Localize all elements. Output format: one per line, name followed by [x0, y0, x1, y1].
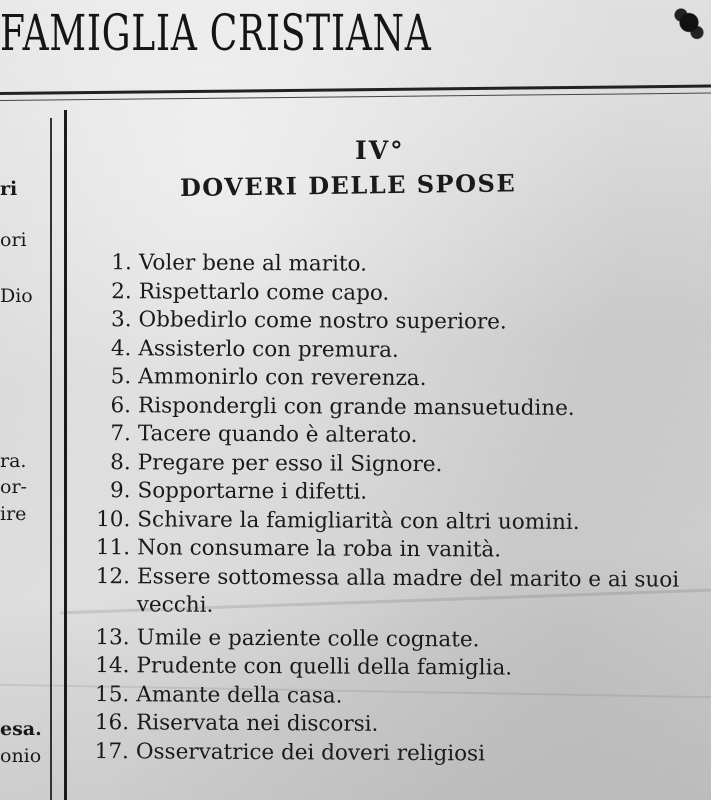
- list-item: [85, 737, 705, 769]
- item-number: 5.: [110, 364, 132, 390]
- column-rule: [50, 118, 52, 800]
- item-number: 8.: [110, 449, 131, 475]
- fragment-text: Dio: [0, 285, 33, 307]
- item-text: Non consumare la roba in vanità.: [137, 535, 502, 563]
- item-number: 10.: [96, 506, 131, 532]
- list-item: [86, 623, 706, 655]
- item-text: Sopportarne i difetti.: [137, 478, 368, 505]
- item-text: Riservata nei discorsi.: [136, 710, 379, 737]
- item-text: Rispondergli con grande mansuetudine.: [137, 392, 575, 421]
- list-item: [87, 448, 707, 480]
- fragment-text: ire: [0, 503, 27, 525]
- list-item: [87, 420, 707, 452]
- list-item: [85, 652, 705, 684]
- item-number: 14.: [95, 653, 130, 679]
- item-number: 16.: [94, 710, 130, 736]
- item-number: 6.: [110, 392, 132, 418]
- item-text: Rispettarlo come capo.: [138, 278, 390, 306]
- list-item: [86, 477, 706, 509]
- list-item: [88, 277, 708, 309]
- item-number: 17.: [94, 738, 130, 764]
- item-number: 12.: [95, 563, 131, 589]
- left-column-fragments: [0, 0, 48, 800]
- list-item: [87, 334, 707, 366]
- list-item: [87, 306, 707, 338]
- item-text: Obbedirlo come nostro superiore.: [138, 307, 507, 335]
- item-text: Assisterlo con premura.: [138, 335, 399, 363]
- item-text: Prudente con quelli della famiglia.: [136, 653, 513, 681]
- item-text: Tacere quando è alterato.: [137, 421, 418, 449]
- fragment-text: ri: [0, 178, 18, 200]
- list-item: [86, 505, 706, 537]
- fragment-text: ori: [0, 229, 27, 251]
- item-text: Voler bene al marito.: [138, 250, 368, 277]
- duties-list: [85, 249, 708, 770]
- item-number: 9.: [109, 478, 131, 504]
- list-item: [86, 534, 706, 566]
- item-number: 4.: [110, 335, 132, 361]
- item-text: Schivare la famigliarità con altri uomini.: [137, 506, 580, 535]
- list-item: [88, 249, 708, 281]
- item-number: 2.: [111, 278, 132, 304]
- fragment-text: ra.: [0, 450, 27, 472]
- item-number: 15.: [95, 681, 130, 707]
- section-number: IV°: [355, 136, 405, 165]
- item-text: Umile e paziente colle cognate.: [136, 624, 480, 652]
- list-item: [85, 680, 705, 712]
- column-rule-thick: [64, 110, 67, 800]
- section-title: DOVERI DELLE SPOSE: [179, 168, 517, 202]
- item-number: 3.: [110, 307, 132, 333]
- item-text: Essere sottomessa alla madre del marito e ai suoi vecchi.: [136, 563, 680, 618]
- item-number: 7.: [110, 421, 131, 447]
- item-text: Osservatrice dei doveri religiosi: [135, 738, 486, 766]
- fragment-text: onio: [0, 745, 42, 767]
- item-number: 13.: [95, 624, 130, 650]
- masthead-title: FAMIGLIA CRISTIANA: [0, 4, 432, 62]
- item-number: 1.: [111, 250, 132, 276]
- ornament-icon: [669, 0, 709, 50]
- item-text: Ammonirlo con reverenza.: [138, 364, 427, 392]
- list-item: [87, 363, 707, 395]
- list-item: [86, 562, 706, 623]
- fragment-text: or-: [0, 476, 27, 498]
- list-item: [85, 709, 705, 741]
- fragment-text: esa.: [0, 718, 42, 740]
- item-text: Pregare per esso il Signore.: [137, 449, 443, 477]
- list-item: [87, 391, 707, 423]
- item-number: 11.: [95, 535, 131, 561]
- item-text: Amante della casa.: [136, 681, 343, 709]
